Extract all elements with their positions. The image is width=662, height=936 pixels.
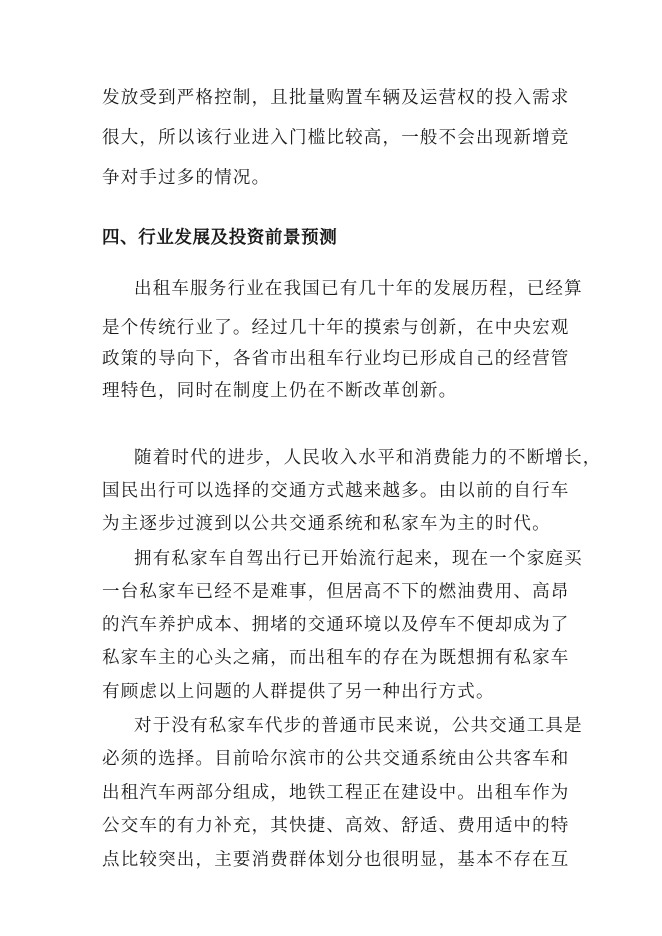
paragraph-2-line-2: 国民出行可以选择的交通方式越来越多。由以前的自行车 (102, 481, 570, 501)
intro-line-1: 发放受到严格控制，且批量购置车辆及运营权的投入需求 (102, 88, 570, 108)
paragraph-3-line-1: 拥有私家车自驾出行已开始流行起来，现在一个家庭买 (134, 549, 583, 569)
paragraph-2-line-3: 为主逐步过渡到以公共交通系统和私家车为主的时代。 (102, 514, 551, 534)
paragraph-4-line-4: 公交车的有力补充，其快捷、高效、舒适、费用适中的特 (102, 816, 570, 836)
paragraph-4-line-1: 对于没有私家车代步的普通市民来说，公共交通工具是 (134, 716, 583, 736)
paragraph-1-line-3: 政策的导向下，各省市出租车行业均已形成自己的经营管 (102, 349, 570, 369)
paragraph-3-line-3: 的汽车养护成本、拥堵的交通环境以及停车不便却成为了 (102, 615, 570, 635)
paragraph-1-line-4: 理特色，同时在制度上仍在不断改革创新。 (102, 381, 458, 401)
paragraph-3-line-4: 私家车主的心头之痛，而出租车的存在为既想拥有私家车 (102, 648, 570, 668)
paragraph-4-line-5: 点比较突出，主要消费群体划分也很明显，基本不存在互 (102, 850, 570, 870)
intro-line-3: 争对手过多的情况。 (102, 168, 271, 188)
paragraph-3-line-5: 有顾虑以上问题的人群提供了另一种出行方式。 (102, 682, 495, 702)
section-heading: 四、行业发展及投资前景预测 (102, 228, 338, 248)
paragraph-1-line-1: 出租车服务行业在我国已有几十年的发展历程，已经算 (134, 279, 583, 299)
paragraph-3-line-2: 一台私家车已经不是难事，但居高不下的燃油费用、高昂 (102, 582, 570, 602)
paragraph-1-line-2: 是个传统行业了。经过几十年的摸索与创新，在中央宏观 (102, 318, 570, 338)
intro-line-2: 很大，所以该行业进入门槛比较高，一般不会出现新增竞 (102, 128, 570, 148)
paragraph-4-line-2: 必须的选择。目前哈尔滨市的公共交通系统由公共客车和 (102, 749, 570, 769)
paragraph-4-line-3: 出租汽车两部分组成，地铁工程正在建设中。出租车作为 (102, 783, 570, 803)
paragraph-2-line-1: 随着时代的进步，人民收入水平和消费能力的不断增长， (134, 448, 602, 468)
